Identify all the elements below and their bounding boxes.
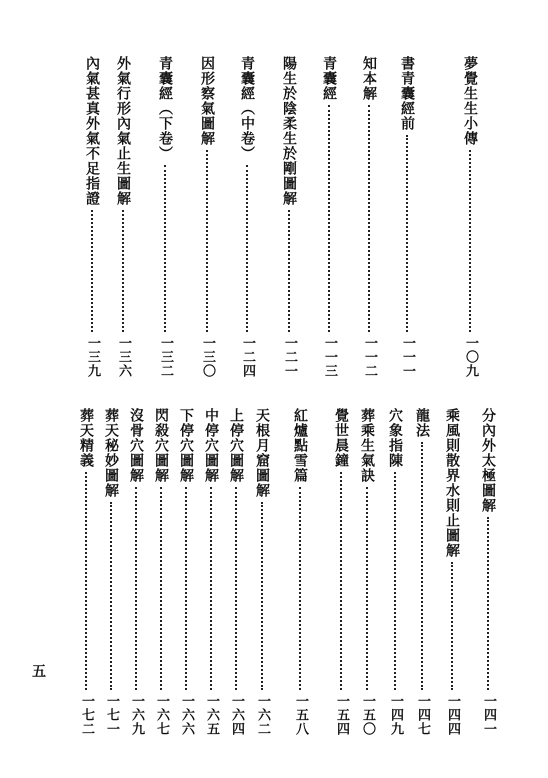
toc-entry-page: 一四九: [388, 694, 403, 736]
toc-entry: [82, 56, 102, 378]
toc-entry-page: 一七二: [79, 694, 94, 736]
toc-entry: [237, 56, 257, 378]
page-folio-number: 五: [32, 664, 46, 680]
toc-entry-title: 紅爐點雪篇: [292, 408, 308, 483]
toc-entry: [252, 408, 272, 736]
toc-entry: [319, 56, 339, 378]
toc-entry-page: 一五八: [293, 694, 308, 736]
toc-entry: [357, 408, 377, 736]
leader-dots: [406, 135, 408, 332]
toc-entry-title: 分內外太極圖解: [480, 408, 496, 513]
toc-entry-page: 一六四: [229, 694, 244, 736]
toc-entry-title: 葬天精義: [78, 408, 94, 468]
leader-dots: [122, 210, 124, 332]
leader-dots: [340, 472, 342, 690]
toc-entry-title: 內氣甚真外氣不足指證: [84, 56, 100, 206]
leader-dots: [85, 472, 87, 690]
toc-entry: [290, 408, 310, 736]
toc-entry-page: 一一一: [400, 336, 415, 378]
toc-entry-title: 沒骨穴圖解: [128, 408, 144, 483]
toc-entry: [176, 408, 196, 736]
leader-dots: [246, 165, 248, 332]
leader-dots: [185, 487, 187, 690]
toc-entry: [397, 56, 417, 378]
leader-dots: [110, 502, 112, 690]
toc-entry: [412, 408, 432, 736]
toc-entry-title: 夢覺生生小傳: [462, 56, 478, 146]
toc-entry: [279, 56, 299, 378]
toc-entry-title: 陽生於陰柔生於剛圖解: [281, 56, 297, 206]
toc-entry: [126, 408, 146, 736]
toc-entry-title: 覺世晨鐘: [333, 408, 349, 468]
toc-entry: [151, 408, 171, 736]
leader-dots: [328, 105, 330, 332]
toc-entry-page: 一六七: [154, 694, 169, 736]
leader-dots: [235, 487, 237, 690]
leader-dots: [210, 487, 212, 690]
toc-entry-title: 上停穴圖解: [228, 408, 244, 483]
toc-entry-page: 一四四: [445, 694, 460, 736]
toc-entry-page: 一六九: [129, 694, 144, 736]
toc-entry-page: 一三二: [158, 336, 173, 378]
toc-entry: [460, 56, 480, 378]
toc-entry-page: 一二一: [282, 336, 297, 378]
toc-entry: [201, 408, 221, 736]
toc-entry-title: 葬乘生氣訣: [359, 408, 375, 483]
toc-entry-title: 青囊經: [321, 56, 337, 101]
leader-dots: [394, 472, 396, 690]
toc-entry-page: 一七一: [104, 694, 119, 736]
leader-dots: [135, 487, 137, 690]
leader-dots: [368, 105, 370, 332]
toc-entry-page: 一六二: [255, 694, 270, 736]
toc-entry: [155, 56, 175, 378]
leader-dots: [366, 487, 368, 690]
toc-entry-page: 一六六: [179, 694, 194, 736]
toc-entry: [101, 408, 121, 736]
toc-entry-page: 一六五: [204, 694, 219, 736]
leader-dots: [206, 150, 208, 332]
toc-entry: [478, 408, 498, 736]
toc-entry-title: 龍法: [414, 408, 430, 438]
toc-entry-page: 一四七: [415, 694, 430, 736]
toc-entry-page: 一一二: [362, 336, 377, 378]
toc-entry: [359, 56, 379, 378]
leader-dots: [421, 442, 423, 690]
leader-dots: [164, 165, 166, 332]
toc-entry: [113, 56, 133, 378]
toc-entry-title: 下停穴圖解: [178, 408, 194, 483]
toc-entry-title: 知本解: [361, 56, 377, 101]
toc-entry-page: 一五〇: [360, 694, 375, 736]
toc-entry-page: 一一三: [322, 336, 337, 378]
toc-entry-title: 閃殺穴圖解: [153, 408, 169, 483]
leader-dots: [469, 150, 471, 332]
toc-entry-page: 一四一: [481, 694, 496, 736]
toc-entry: [76, 408, 96, 736]
toc-entry-title: 書青囊經前: [399, 56, 415, 131]
toc-entry: [385, 408, 405, 736]
toc-entry-page: 一〇九: [463, 336, 478, 378]
toc-entry-page: 一三九: [85, 336, 100, 378]
toc-entry: [226, 408, 246, 736]
toc-entry-title: 天根月窟圖解: [254, 408, 270, 498]
toc-entry-page: 一三六: [116, 336, 131, 378]
leader-dots: [160, 487, 162, 690]
leader-dots: [451, 562, 453, 690]
toc-entry-title: 乘風則散界水則止圖解: [444, 408, 460, 558]
leader-dots: [487, 517, 489, 690]
toc-entry-title: 穴象指陳: [387, 408, 403, 468]
leader-dots: [261, 502, 263, 690]
toc-entry-title: 青囊經（中卷）: [239, 56, 255, 161]
toc-entry-page: 一三〇: [200, 336, 215, 378]
leader-dots: [288, 210, 290, 332]
toc-entry-page: 一五四: [334, 694, 349, 736]
toc-entry: [331, 408, 351, 736]
toc-entry: [197, 56, 217, 378]
toc-entry-title: 青囊經（下卷）: [157, 56, 173, 161]
leader-dots: [299, 487, 301, 690]
toc-entry-title: 葬天秘妙圖解: [103, 408, 119, 498]
toc-entry: [442, 408, 462, 736]
toc-entry-page: 一二四: [240, 336, 255, 378]
leader-dots: [91, 210, 93, 332]
toc-entry-title: 中停穴圖解: [203, 408, 219, 483]
toc-entry-title: 因形察氣圖解: [199, 56, 215, 146]
toc-entry-title: 外氣行形內氣止生圖解: [115, 56, 131, 206]
